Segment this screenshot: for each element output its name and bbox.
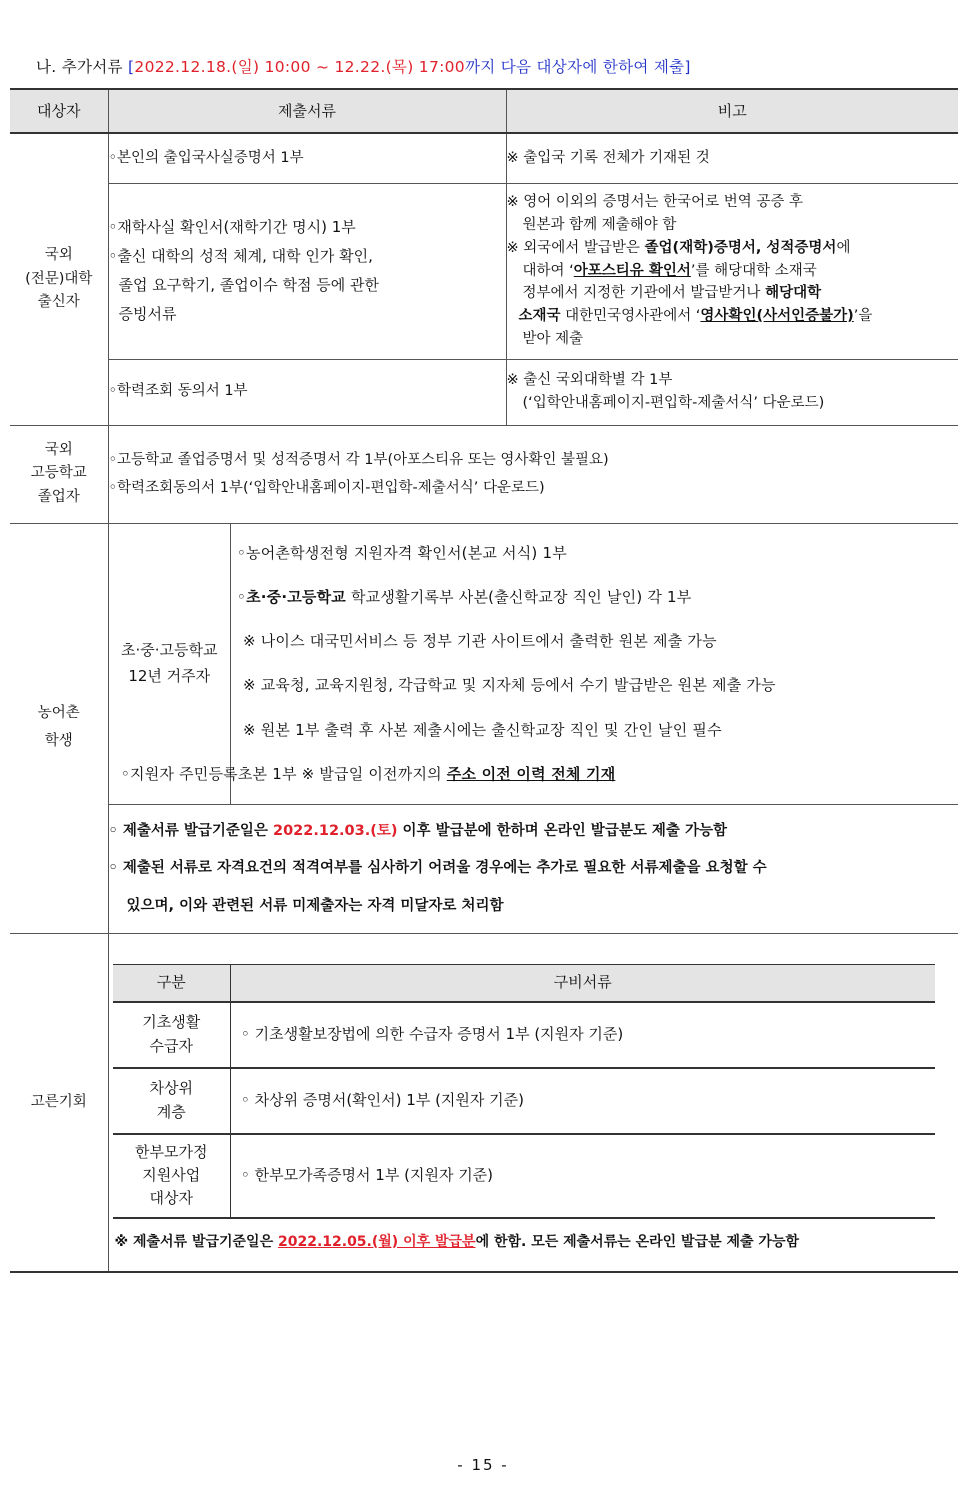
table-row — [10, 133, 958, 183]
target-rural: 농어촌 학생 — [10, 523, 108, 933]
remark-cell: ※ 영어 이외의 증명서는 한국어로 번역 공증 후 원본과 함께 제출해야 함 ※ 외국에서 발급받은 졸업(재학)증명서, 성적증명서에 대하여 ‘아포스티유 확인서’를 해당대학 소재국 정부에서 지정한 기관에서 발급받거나 해당대학 소재국 대한민국영사관에서 ‘영사확인(사서인증불가)’을 받아 제출 — [506, 183, 958, 359]
page-number: - 15 - — [457, 1456, 509, 1474]
target-foreign-univ: 국외 (전문)대학 출신자 — [10, 133, 108, 425]
section-heading: 나. 추가서류 [2022.12.18.(일) 10:00 ~ 12.22.(목) 17:00까지 다음 대상자에 한하여 제출] — [36, 58, 691, 76]
rural-notes: ◦ 제출서류 발급기준일은 2022.12.03.(토) 이후 발급분에 한하며 온라인 발급분도 제출 가능함 ◦ 제출된 서류로 자격요건의 적격여부를 심사하기 어려울 경우에는 추가로 필요한 서류제출을 요청할 수 있으며, 이와 관련된 서류 미제출자는 자격 미달자로 처리함 — [108, 822, 767, 914]
doc-cell: ◦본인의 출입국사실증명서 1부 — [108, 133, 506, 183]
table-row — [10, 523, 958, 933]
doc-cell: ◦고등학교 졸업증명서 및 성적증명서 각 1부(아포스티유 또는 영사확인 불필요) ◦학력조회동의서 1부(‘입학안내홈페이지-편입학-제출서식’ 다운로드) — [108, 425, 958, 523]
rural-doc-list: ◦농어촌학생전형 지원자격 확인서(본교 서식) 1부 ◦초·중·고등학교 학교생활기록부 사본(출신학교장 직인 날인) 각 1부 ※ 나이스 대국민서비스 등 정부 기관 사이트에서 출력한 원본 제출 가능 ※ 교육청, 교육지원청, 각급학교 및 지자체 등에서 수기 발급받은 원본 제출 가능 ※ 원본 1부 출력 후 사본 제출시에는 출신학교장 직인 및 간인 날인 필수 ◦지원자 주민등록초본 1부 ※ 발급일 이전까지의 주소 이전 이력 전체 기재 — [231, 524, 959, 805]
col-remarks: 비고 — [506, 89, 958, 133]
table-header-row — [10, 89, 958, 133]
col-target: 대상자 — [10, 89, 108, 133]
equal-docs — [108, 933, 958, 1272]
submission-period: 2022.12.18.(일) 10:00 ~ 12.22.(목) 17:00 — [134, 58, 465, 76]
table-row — [10, 359, 958, 425]
page — [10, 0, 958, 1489]
rural-sub-target: 초·중·고등학교 12년 거주자 — [109, 524, 231, 805]
target-equal: 고른기회 — [10, 933, 108, 1272]
table-row — [10, 183, 958, 359]
documents-table — [10, 88, 958, 1273]
equal-inner-table: 구분 구비서류 기초생활 수급자 ◦ 기초생활보장법에 의한 수급자 증명서 1부 (지원자 기준) 차상위 계층 ◦ 차상위 증명서(확인서) 1부 (지원자 기준) 한부모가정 지원사업 대상자 ◦ 한부모가족증명서 1부 (지원자 기준) — [113, 964, 935, 1219]
doc-cell: ◦재학사실 확인서(재학기간 명시) 1부 ◦출신 대학의 성적 체계, 대학 인가 확인, 졸업 요구학기, 졸업이수 학점 등에 관한 증빙서류 — [108, 183, 506, 359]
doc-cell: ◦학력조회 동의서 1부 — [108, 359, 506, 425]
remark-cell: ※ 출신 국외대학별 각 1부 (‘입학안내홈페이지-편입학-제출서식’ 다운로드) — [506, 359, 958, 425]
table-row: 한부모가정 지원사업 대상자 ◦ 한부모가족증명서 1부 (지원자 기준) — [113, 1134, 935, 1218]
rural-docs — [108, 523, 958, 933]
table-row: 기초생활 수급자 ◦ 기초생활보장법에 의한 수급자 증명서 1부 (지원자 기준) — [113, 1002, 935, 1068]
col-documents: 제출서류 — [108, 89, 506, 133]
equal-note: ※ 제출서류 발급기준일은 2022.12.05.(월) 이후 발급분에 한함. 모든 제출서류는 온라인 발급분 제출 가능함 — [114, 1233, 800, 1250]
table-row — [10, 933, 958, 1272]
target-foreign-hs: 국외 고등학교 졸업자 — [10, 425, 108, 523]
table-row: 차상위 계층 ◦ 차상위 증명서(확인서) 1부 (지원자 기준) — [113, 1068, 935, 1134]
table-row — [10, 425, 958, 523]
remark-cell: ※ 출입국 기록 전체가 기재된 것 — [506, 133, 958, 183]
